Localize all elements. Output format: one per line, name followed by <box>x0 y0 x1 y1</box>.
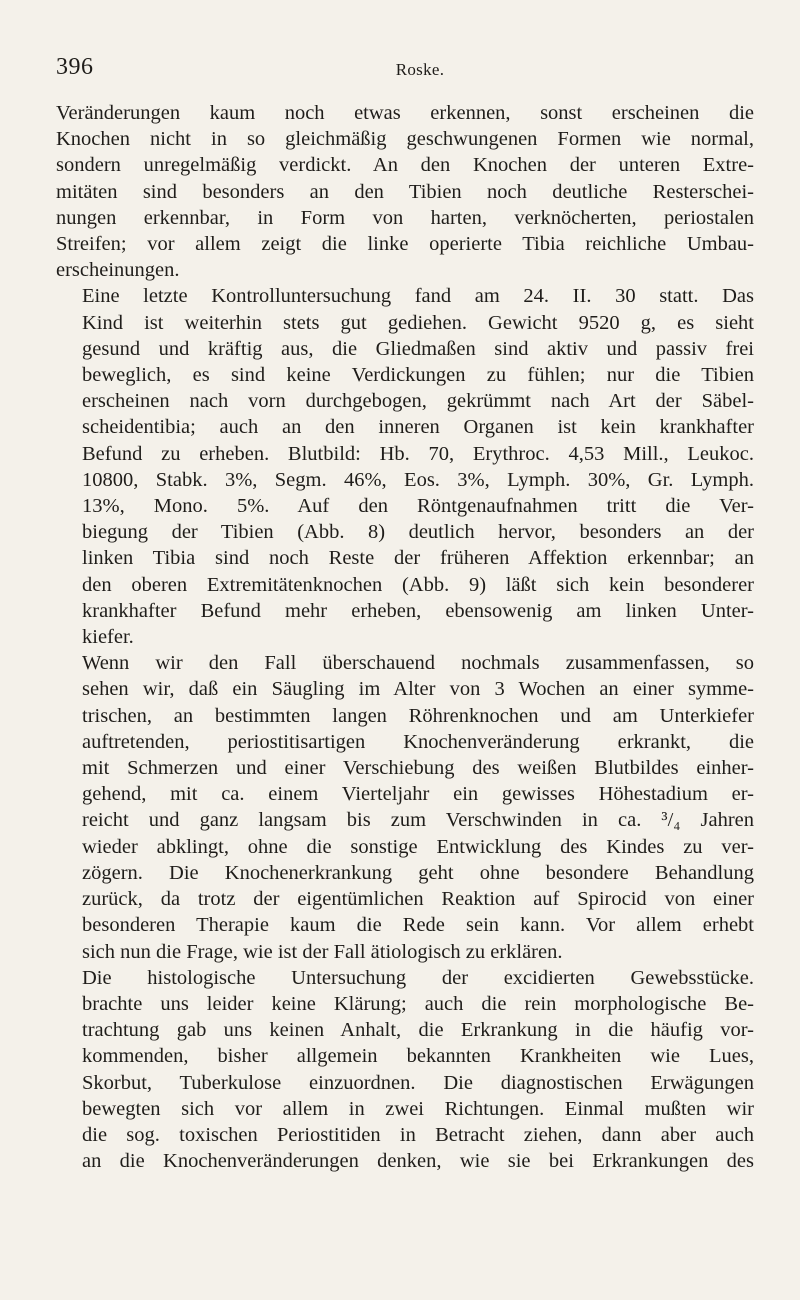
page-header <box>56 54 754 94</box>
text-line: gesund und kräftig aus, die Gliedmaßen sind aktiv und passiv frei <box>82 337 754 360</box>
text-line: bewegten sich vor allem in zwei Richtungen. Einmal mußten wir <box>82 1097 754 1120</box>
body-text <box>56 100 754 1174</box>
text-line: krankhafter Befund mehr erheben, ebensowenig am linken Unter- <box>82 599 754 622</box>
running-head: Roske. <box>395 60 445 79</box>
text-line: Die histologische Untersuchung der excidierten Gewebsstücke. <box>82 966 754 989</box>
text-line: mit Schmerzen und einer Verschiebung des weißen Blutbildes einher- <box>82 757 754 780</box>
text-line: 13%, Mono. 5%. Auf den Röntgenaufnahmen tritt die Ver- <box>82 495 754 518</box>
text-line: sondern unregelmäßig verdickt. An den Knochen der unteren Extre- <box>56 154 754 177</box>
text-line: gehend, mit ca. einem Vierteljahr ein gewisses Höhestadium er- <box>82 783 754 806</box>
text-line: Eine letzte Kontrolluntersuchung fand am 24. II. 30 statt. Das <box>82 285 754 308</box>
text-line: die sog. toxischen Periostitiden in Betracht ziehen, dann aber auch <box>82 1123 754 1146</box>
text-line: erscheinen nach vorn durchgebogen, gekrümmt nach Art der Säbel- <box>82 390 754 413</box>
text-line: auftretenden, periostitisartigen Knochenveränderung erkrankt, die <box>82 730 754 753</box>
text-line: trachtung gab uns keinen Anhalt, die Erkrankung in die häufig vor- <box>82 1019 754 1042</box>
text-line: scheidentibia; auch an den inneren Organen ist kein krankhafter <box>82 416 754 439</box>
text-line: zögern. Die Knochenerkrankung geht ohne besondere Behandlung <box>82 861 754 884</box>
page-number: 396 <box>56 54 94 80</box>
text-line: besonderen Therapie kaum die Rede sein kann. Vor allem erhebt <box>82 914 754 937</box>
text-line: nungen erkennbar, in Form von harten, verknöcherten, periostalen <box>56 206 754 229</box>
text-line: an die Knochenveränderungen denken, wie sie bei Erkrankungen des <box>82 1150 754 1173</box>
text-line: Befund zu erheben. Blutbild: Hb. 70, Erythroc. 4,53 Mill., Leukoc. <box>82 442 754 465</box>
text-line: beweglich, es sind keine Verdickungen zu fühlen; nur die Tibien <box>82 364 754 387</box>
text-line: erscheinungen. <box>56 259 180 282</box>
text-line: Veränderungen kaum noch etwas erkennen, sonst erscheinen die <box>56 102 754 124</box>
text-line: 10800, Stabk. 3%, Segm. 46%, Eos. 3%, Lymph. 30%, Gr. Lymph. <box>82 468 754 491</box>
text-line: zurück, da trotz der eigentümlichen Reaktion auf Spirocid von einer <box>82 888 754 911</box>
text-line: Kind ist weiterhin stets gut gediehen. Gewicht 9520 g, es sieht <box>82 311 754 334</box>
text-line: Knochen nicht in so gleichmäßig geschwungenen Formen wie normal, <box>56 128 754 151</box>
text-line: wieder abklingt, ohne die sonstige Entwicklung des Kindes zu ver- <box>82 835 754 858</box>
text-line: sehen wir, daß ein Säugling im Alter von 3 Wochen an einer symme- <box>82 678 754 701</box>
text-line: Skorbut, Tuberkulose einzuordnen. Die diagnostischen Erwägungen <box>82 1071 754 1094</box>
text-line: mitäten sind besonders an den Tibien noch deutliche Resterschei- <box>56 180 754 203</box>
paragraph <box>56 283 754 650</box>
text-line: Streifen; vor allem zeigt die linke operierte Tibia reichliche Umbau- <box>56 233 754 256</box>
text-line: kommenden, bisher allgemein bekannten Krankheiten wie Lues, <box>82 1045 754 1068</box>
text-line: trischen, an bestimmten langen Röhrenknochen und am Unterkiefer <box>82 704 754 727</box>
text-line: brachte uns leider keine Klärung; auch die rein morphologische Be- <box>82 992 754 1015</box>
text-line: biegung der Tibien (Abb. 8) deutlich hervor, besonders an der <box>82 521 754 544</box>
text-line: den oberen Extremitätenknochen (Abb. 9) läßt sich kein besonderer <box>82 573 754 596</box>
text-line: Wenn wir den Fall überschauend nochmals zusammenfassen, so <box>82 652 754 675</box>
paragraph <box>56 650 754 964</box>
text-line: linken Tibia sind noch Reste der früheren Affektion erkennbar; an <box>82 547 754 570</box>
text-line: sich nun die Frage, wie ist der Fall ätiologisch zu erklären. <box>82 940 563 963</box>
paragraph <box>56 100 754 283</box>
text-line: kiefer. <box>82 626 134 649</box>
paragraph <box>56 965 754 1175</box>
text-line: reicht und ganz langsam bis zum Verschwinden in ca. ³/₄ Jahren <box>82 809 754 832</box>
